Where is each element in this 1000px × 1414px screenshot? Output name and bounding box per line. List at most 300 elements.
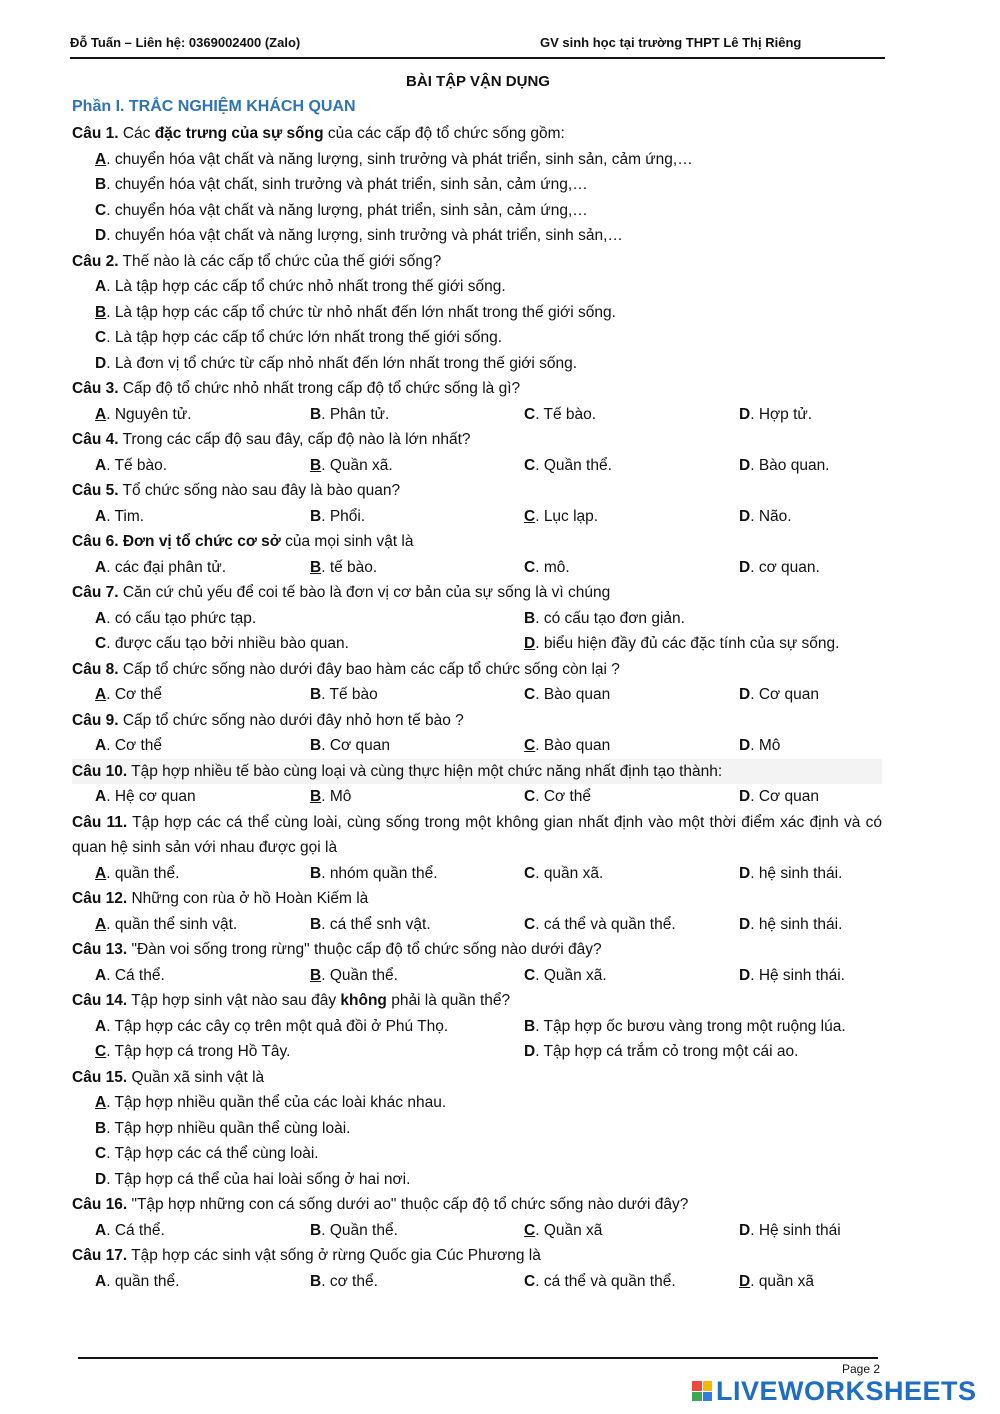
option-text: . hệ sinh thái. — [750, 864, 843, 882]
answer-option-b[interactable] — [310, 861, 438, 887]
option-letter: B — [310, 1221, 322, 1239]
option-row — [72, 1116, 882, 1142]
answer-option-d[interactable] — [95, 355, 577, 372]
option-letter: C — [524, 788, 536, 805]
option-letter: B — [95, 303, 107, 321]
answer-option-b[interactable] — [310, 1269, 378, 1295]
option-letter: D — [739, 1221, 751, 1239]
option-letter: A — [95, 915, 107, 933]
option-letter: B — [310, 864, 322, 882]
answer-option-a[interactable] — [95, 1218, 165, 1244]
option-text: . có cấu tạo đơn giản. — [535, 609, 685, 627]
option-letter: A — [95, 1221, 107, 1239]
option-text: . Cơ quan — [321, 737, 390, 754]
option-text: . Quần xã. — [321, 456, 393, 474]
answer-option-b[interactable] — [310, 504, 365, 530]
option-text: . Là tập hợp các cấp tổ chức lớn nhất trong thế giới sống. — [106, 329, 503, 346]
answer-option-b[interactable] — [310, 733, 390, 759]
answer-option-c[interactable] — [95, 631, 349, 657]
question-text: Quần xã sinh vật là — [127, 1068, 265, 1086]
option-row — [72, 682, 882, 708]
question-stem — [72, 657, 882, 683]
option-letter: D — [739, 1272, 751, 1290]
question-stem — [72, 478, 882, 504]
option-text: . Hệ cơ quan — [106, 788, 196, 805]
option-row — [72, 300, 882, 326]
option-text: . Là đơn vị tổ chức từ cấp nhỏ nhất đến lớn nhất trong thế giới sống. — [106, 354, 578, 372]
answer-option-d[interactable] — [739, 912, 842, 938]
question-emphasis: Đơn vị tổ chức cơ sở — [122, 533, 281, 550]
option-letter: A — [95, 966, 107, 984]
answer-option-d[interactable] — [524, 1039, 798, 1065]
option-text: . Tập hợp cá thể của hai loài sống ở hai nơi. — [106, 1170, 411, 1188]
answer-option-c[interactable] — [524, 1218, 602, 1244]
answer-option-c[interactable] — [524, 912, 676, 938]
option-row — [72, 912, 882, 938]
option-letter: B — [310, 737, 322, 754]
question-stem — [72, 1192, 882, 1218]
question-number: Câu 8. — [72, 660, 119, 678]
option-letter: C — [524, 864, 536, 882]
question-text: Tập hợp các sinh vật sống ở rừng Quốc gia Cúc Phương là — [127, 1247, 541, 1264]
option-text: . Tập hợp các cây cọ trên một quả đồi ở Phú Thọ. — [106, 1017, 449, 1035]
question-text: Cấp tổ chức sống nào dưới đây nhỏ hơn tế bào ? — [118, 711, 464, 729]
question-number: Câu 14. — [72, 992, 128, 1009]
question-text: Cấp độ tổ chức nhỏ nhất trong cấp độ tổ chức sống là gì? — [118, 380, 521, 397]
option-row — [72, 555, 882, 581]
answer-option-c[interactable] — [524, 504, 598, 530]
answer-option-b[interactable] — [310, 402, 389, 428]
answer-option-a[interactable] — [95, 402, 192, 428]
answer-option-d[interactable] — [739, 453, 830, 479]
option-letter: D — [739, 558, 751, 576]
question-number: Câu 3. — [72, 380, 119, 397]
option-letter: C — [524, 966, 536, 984]
option-letter: D — [739, 686, 751, 703]
option-row — [72, 172, 882, 198]
option-letter: B — [95, 1119, 107, 1137]
option-text: . Tập hợp ốc bươu vàng trong một ruộng lúa. — [535, 1017, 846, 1035]
answer-option-c[interactable] — [524, 402, 596, 428]
answer-option-c[interactable] — [95, 1039, 290, 1065]
logo-square — [703, 1392, 713, 1402]
option-text: . quần thể. — [106, 1272, 180, 1290]
option-text: . Bào quan — [535, 737, 611, 754]
question-stem — [72, 988, 882, 1014]
answer-option-d[interactable] — [739, 504, 792, 530]
option-text: . mô. — [535, 558, 570, 576]
question-stem — [72, 810, 882, 861]
option-text: . cơ thể. — [321, 1272, 378, 1290]
option-letter: A — [95, 1094, 107, 1111]
option-row — [72, 1039, 882, 1065]
answer-option-a[interactable] — [95, 151, 693, 168]
answer-option-d[interactable] — [95, 227, 623, 244]
question-number: Câu 17. — [72, 1247, 128, 1264]
question-number: Câu 5. — [72, 482, 119, 499]
option-letter: C — [95, 1145, 107, 1162]
option-letter: A — [95, 456, 107, 474]
option-text: . Cá thể. — [106, 966, 165, 984]
brand-mark-icon — [692, 1381, 712, 1401]
question-stem — [72, 121, 882, 147]
question-number: Câu 7. — [72, 584, 119, 601]
option-text: . cá thể và quần thể. — [535, 915, 676, 933]
option-letter: B — [310, 686, 322, 703]
answer-option-d[interactable] — [739, 861, 842, 887]
option-text: . Cơ thể — [106, 686, 163, 703]
header-school: GV sinh học tại trường THPT Lê Thị Riêng — [540, 35, 802, 50]
option-letter: A — [95, 1272, 107, 1290]
option-letter: D — [739, 507, 751, 525]
option-text: . Hệ sinh thái — [750, 1221, 841, 1239]
question-stem — [72, 708, 882, 734]
answer-option-b[interactable] — [310, 453, 393, 479]
answer-option-a[interactable] — [95, 912, 237, 938]
option-row — [72, 198, 882, 224]
option-text: . biểu hiện đầy đủ các đặc tính của sự sống. — [535, 635, 840, 652]
option-letter: D — [739, 405, 751, 423]
option-letter: C — [95, 1043, 107, 1060]
question-stem — [72, 427, 882, 453]
option-letter: A — [95, 507, 107, 525]
question-text: Trong các cấp độ sau đây, cấp độ nào là lớn nhất? — [118, 431, 471, 448]
question-number: Câu 12. — [72, 890, 128, 907]
option-text: . quần thể. — [106, 864, 180, 882]
question-text: Các — [118, 125, 155, 142]
question-stem — [72, 759, 882, 785]
option-letter: B — [310, 405, 322, 423]
option-letter: B — [95, 176, 107, 193]
option-row — [72, 1141, 882, 1167]
option-row — [72, 402, 882, 428]
question-number: Câu 16. — [72, 1196, 128, 1213]
question-number: Câu 6. — [72, 533, 119, 550]
option-text: . Tế bào. — [535, 405, 597, 423]
option-letter: C — [524, 1272, 536, 1290]
logo-square — [703, 1381, 713, 1391]
answer-option-c[interactable] — [524, 1269, 676, 1295]
answer-option-a[interactable] — [95, 1269, 179, 1295]
document-title: BÀI TẬP VẬN DỤNG — [406, 73, 550, 90]
answer-option-b[interactable] — [95, 176, 588, 193]
option-letter: C — [95, 635, 107, 652]
question-stem — [72, 1065, 882, 1091]
section-heading: Phần I. TRẮC NGHIỆM KHÁCH QUAN — [72, 98, 356, 115]
option-letter: D — [95, 354, 107, 372]
option-row — [72, 274, 882, 300]
question-text: Những con rùa ở hồ Hoàn Kiếm là — [127, 890, 369, 907]
question-number: Câu 1. — [72, 125, 119, 142]
question-number: Câu 9. — [72, 711, 119, 729]
option-text: . các đại phân tử. — [106, 558, 227, 576]
option-row — [72, 325, 882, 351]
option-letter: B — [310, 456, 322, 474]
page-number: Page 2 — [842, 1362, 881, 1376]
option-row — [72, 504, 882, 530]
option-text: . Bào quan. — [750, 456, 830, 474]
answer-option-d[interactable] — [739, 555, 820, 581]
option-letter: A — [95, 150, 107, 168]
question-number: Câu 15. — [72, 1068, 128, 1086]
question-stem — [72, 1243, 882, 1269]
option-text: . Mô — [750, 737, 781, 754]
question-emphasis: không — [340, 992, 387, 1009]
answer-option-d[interactable] — [739, 402, 812, 428]
option-row — [72, 147, 882, 173]
answer-option-b[interactable] — [524, 606, 685, 632]
option-letter: B — [310, 558, 322, 576]
answer-option-d[interactable] — [739, 963, 845, 989]
answer-option-c[interactable] — [95, 329, 502, 346]
question-text: "Tập hợp những con cá sống dưới ao" thuộc cấp độ tổ chức sống nào dưới đây? — [127, 1196, 689, 1213]
question-number: Câu 11. — [72, 813, 128, 831]
logo-square — [692, 1392, 702, 1402]
answer-option-a[interactable] — [95, 555, 226, 581]
option-letter: D — [95, 227, 107, 244]
option-letter: C — [524, 1221, 536, 1239]
option-text: . chuyển hóa vật chất và năng lượng, sinh trưởng và phát triển, sinh sản,… — [106, 227, 623, 244]
option-text: . Hệ sinh thái. — [750, 966, 845, 984]
answer-option-a[interactable] — [95, 733, 162, 759]
option-row — [72, 351, 882, 377]
option-letter: C — [95, 329, 107, 346]
answer-option-a[interactable] — [95, 861, 179, 887]
option-text: . Phân tử. — [321, 405, 390, 423]
option-text: . Là tập hợp các cấp tổ chức nhỏ nhất trong thế giới sống. — [106, 278, 506, 295]
question-text: Cấp tổ chức sống nào dưới đây bao hàm các cấp tổ chức sống còn lại ? — [118, 660, 620, 678]
option-row — [72, 1014, 882, 1040]
option-letter: A — [95, 558, 107, 576]
option-text: . có cấu tạo phức tạp. — [106, 609, 257, 627]
option-letter: D — [524, 635, 536, 652]
option-text: . Cơ thể — [535, 788, 592, 805]
option-letter: A — [95, 609, 107, 627]
option-letter: A — [95, 1017, 107, 1035]
answer-option-a[interactable] — [95, 606, 256, 632]
answer-option-a[interactable] — [95, 278, 506, 295]
option-text: . Là tập hợp các cấp tổ chức từ nhỏ nhất đến lớn nhất trong thế giới sống. — [106, 303, 616, 321]
option-row — [72, 606, 882, 632]
option-letter: C — [524, 737, 536, 754]
question-text: Tập hợp sinh vật nào sau đây — [127, 992, 341, 1009]
option-letter: A — [95, 278, 107, 295]
option-text: . Tập hợp cá trong Hồ Tây. — [106, 1043, 291, 1060]
question-number: Câu 10. — [72, 762, 128, 780]
answer-option-c[interactable] — [524, 861, 603, 887]
question-text: Căn cứ chủ yếu để coi tế bào là đơn vị cơ bản của sự sống là vì chúng — [118, 584, 611, 601]
option-text: . Cơ quan — [750, 788, 819, 805]
question-stem — [72, 249, 882, 275]
question-text: của các cấp độ tổ chức sống gồm: — [323, 125, 565, 142]
option-letter: B — [524, 1017, 536, 1035]
question-text: Tập hợp các cá thể cùng loài, cùng sống trong một không gian nhất định vào một thời điểm xác định và có quan hệ sinh sản với nhau được gọi là — [72, 813, 882, 856]
option-text: . Cơ quan — [750, 686, 819, 703]
option-letter: D — [739, 864, 751, 882]
option-text: . cơ quan. — [750, 558, 820, 576]
option-text: . hệ sinh thái. — [750, 915, 843, 933]
option-letter: B — [310, 788, 322, 805]
option-text: . Bào quan — [535, 686, 611, 703]
question-emphasis: đặc trưng của sự sống — [154, 125, 324, 142]
answer-option-a[interactable] — [95, 504, 144, 530]
option-text: . Hợp tử. — [750, 405, 813, 423]
answer-option-a[interactable] — [95, 453, 167, 479]
question-list — [72, 121, 882, 1294]
option-letter: C — [524, 558, 536, 576]
option-text: . cá thể và quần thể. — [535, 1272, 676, 1290]
option-letter: B — [310, 1272, 322, 1290]
answer-option-c[interactable] — [524, 682, 610, 708]
question-text: Tập hợp nhiều tế bào cùng loại và cùng thực hiện một chức năng nhất định tạo thành: — [127, 762, 723, 780]
option-text: . Quần thể. — [321, 1221, 398, 1239]
answer-option-c[interactable] — [524, 453, 612, 479]
answer-option-b[interactable] — [310, 963, 398, 989]
answer-option-d[interactable] — [524, 631, 839, 657]
option-text: . nhóm quần thể. — [321, 864, 438, 882]
answer-option-b[interactable] — [524, 1014, 846, 1040]
question-text: phải là quần thể? — [386, 992, 511, 1009]
option-text: . được cấu tạo bởi nhiều bào quan. — [106, 635, 349, 652]
option-letter: A — [95, 686, 107, 703]
option-text: . Tập hợp cá trắm cỏ trong một cái ao. — [535, 1043, 799, 1060]
option-letter: B — [524, 609, 536, 627]
answer-option-a[interactable] — [95, 784, 196, 810]
answer-option-b[interactable] — [310, 682, 378, 708]
header-author: Đỗ Tuấn – Liên hệ: 0369002400 (Zalo) — [70, 35, 301, 50]
option-letter: D — [739, 456, 751, 474]
option-text: . quần thể sinh vật. — [106, 915, 238, 933]
option-letter: D — [95, 1170, 107, 1188]
answer-option-a[interactable] — [95, 963, 165, 989]
answer-option-d[interactable] — [739, 1269, 814, 1295]
option-row — [72, 223, 882, 249]
answer-option-b[interactable] — [310, 784, 351, 810]
answer-option-d[interactable] — [739, 1218, 841, 1244]
option-letter: C — [524, 405, 536, 423]
answer-option-d[interactable] — [739, 682, 819, 708]
option-letter: D — [739, 966, 751, 984]
option-letter: D — [739, 737, 751, 754]
question-stem — [72, 886, 882, 912]
question-text: Tổ chức sống nào sau đây là bào quan? — [118, 482, 401, 499]
option-text: . Phổi. — [321, 507, 366, 525]
option-letter: D — [739, 915, 751, 933]
brand-logo — [692, 1376, 977, 1406]
question-number: Câu 2. — [72, 252, 119, 270]
question-stem — [72, 529, 882, 555]
question-text: "Đàn voi sống trong rừng" thuộc cấp độ tổ chức sống nào dưới đây? — [127, 941, 602, 958]
option-letter: A — [95, 788, 107, 805]
answer-option-c[interactable] — [524, 555, 570, 581]
option-row — [72, 1167, 882, 1193]
option-letter: A — [95, 737, 107, 754]
question-stem — [72, 937, 882, 963]
answer-option-c[interactable] — [524, 733, 610, 759]
option-text: . Tập hợp các cá thể cùng loài. — [106, 1145, 319, 1162]
answer-option-b[interactable] — [310, 912, 431, 938]
option-letter: C — [524, 686, 536, 703]
option-row — [72, 784, 882, 810]
answer-option-c[interactable] — [95, 1145, 319, 1162]
option-row — [72, 963, 882, 989]
question-text: của mọi sinh vật là — [280, 533, 414, 550]
option-text: . tế bào. — [321, 558, 378, 576]
option-letter: B — [310, 966, 322, 984]
answer-option-b[interactable] — [95, 1120, 351, 1137]
question-number: Câu 13. — [72, 941, 128, 958]
option-row — [72, 453, 882, 479]
option-text: . Mô — [321, 788, 352, 805]
answer-option-a[interactable] — [95, 1014, 448, 1040]
option-text: . quần xã — [750, 1272, 814, 1290]
option-text: . Quần xã — [535, 1221, 603, 1239]
option-text: . Quần xã. — [535, 966, 607, 984]
option-text: . Tập hợp nhiều quần thể cùng loài. — [106, 1119, 351, 1137]
footer-divider — [78, 1357, 878, 1359]
option-letter: C — [524, 507, 536, 525]
option-text: . Tim. — [106, 507, 145, 525]
question-number: Câu 4. — [72, 431, 119, 448]
answer-option-c[interactable] — [524, 784, 591, 810]
option-row — [72, 733, 882, 759]
option-row — [72, 631, 882, 657]
option-letter: B — [310, 507, 322, 525]
answer-option-b[interactable] — [95, 304, 616, 321]
option-text: . Cơ thể — [106, 737, 163, 754]
option-letter: C — [524, 915, 536, 933]
option-text: . Cá thể. — [106, 1221, 165, 1239]
option-letter: C — [524, 456, 536, 474]
option-text: . chuyển hóa vật chất, sinh trưởng và phát triển, sinh sản, cảm ứng,… — [106, 176, 588, 193]
option-row — [72, 1218, 882, 1244]
answer-option-d[interactable] — [739, 784, 819, 810]
option-row — [72, 861, 882, 887]
option-letter: C — [95, 201, 107, 219]
option-text: . Tế bào. — [106, 456, 168, 474]
option-letter: A — [95, 405, 107, 423]
option-row — [72, 1090, 882, 1116]
option-text: . chuyển hóa vật chất và năng lượng, phát triển, sinh sản, cảm ứng,… — [106, 201, 588, 219]
answer-option-b[interactable] — [310, 555, 377, 581]
option-letter: A — [95, 864, 107, 882]
option-letter: D — [524, 1043, 536, 1060]
option-text: . Tế bào — [321, 686, 378, 703]
page-header — [70, 33, 885, 59]
option-text: . Tập hợp nhiều quần thể của các loài khác nhau. — [106, 1094, 447, 1111]
answer-option-a[interactable] — [95, 682, 162, 708]
answer-option-c[interactable] — [95, 202, 588, 219]
answer-option-b[interactable] — [310, 1218, 398, 1244]
answer-option-d[interactable] — [95, 1171, 410, 1188]
answer-option-c[interactable] — [524, 963, 607, 989]
question-text: Thế nào là các cấp tổ chức của thế giới sống? — [118, 252, 442, 270]
logo-square — [692, 1381, 702, 1391]
option-letter: D — [739, 788, 751, 805]
option-text: . chuyển hóa vật chất và năng lượng, sinh trưởng và phát triển, sinh sản, cảm ứng,… — [106, 150, 693, 168]
question-stem — [72, 376, 882, 402]
option-text: . cá thể snh vật. — [321, 915, 431, 933]
answer-option-a[interactable] — [95, 1094, 446, 1111]
option-row — [72, 1269, 882, 1295]
brand-wordmark: LIVEWORKSHEETS — [716, 1375, 977, 1406]
option-text: . Quần thể. — [321, 966, 398, 984]
answer-option-d[interactable] — [739, 733, 780, 759]
option-text: . Nguyên tử. — [106, 405, 192, 423]
option-letter: B — [310, 915, 322, 933]
option-text: . Não. — [750, 507, 792, 525]
question-stem — [72, 580, 882, 606]
